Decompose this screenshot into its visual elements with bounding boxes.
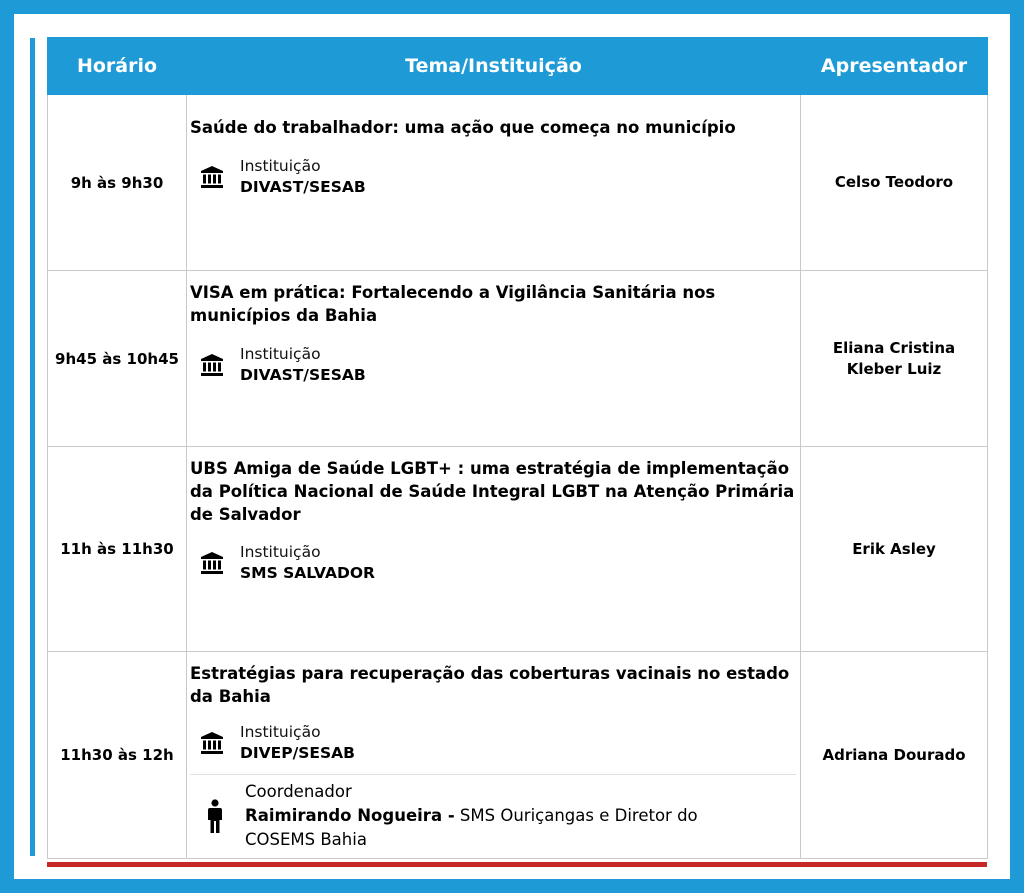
header-presenter: Apresentador (801, 38, 988, 95)
topic-title (190, 662, 796, 708)
left-accent-rule (30, 38, 35, 856)
institution-name: DIVEP/SESAB (240, 744, 355, 762)
institution-block (190, 156, 796, 198)
topic-cell (187, 447, 801, 652)
institution-block (190, 542, 796, 584)
institution-block (190, 344, 796, 386)
institution-label: Instituição (240, 345, 321, 363)
bottom-accent-rule (47, 862, 987, 867)
topic-cell (187, 652, 801, 859)
bank-building-icon (200, 165, 224, 189)
coordinator-label: Coordenador (245, 782, 352, 801)
institution-label: Instituição (240, 543, 321, 561)
topic-title-line: municípios da Bahia (190, 306, 378, 325)
table-row (48, 271, 988, 447)
institution-label: Instituição (240, 157, 321, 175)
table-row (48, 652, 988, 859)
presenter-cell (801, 271, 988, 447)
topic-title-line: UBS Amiga de Saúde LGBT+ : uma estratégia de implementação (190, 459, 790, 478)
header-topic: Tema/Instituição (187, 38, 801, 95)
presenter-cell (801, 95, 988, 271)
coordinator-line (245, 804, 698, 828)
table-row (48, 447, 988, 652)
institution-name: SMS SALVADOR (240, 564, 375, 582)
schedule-table (47, 37, 988, 859)
person-icon (207, 799, 223, 833)
topic-title-line: Saúde do trabalhador: uma ação que começa no município (190, 118, 736, 137)
time-cell: 11h30 às 12h (48, 652, 187, 859)
coordinator-name: Raimirando Nogueira - (245, 806, 455, 825)
presenter-cell (801, 447, 988, 652)
topic-cell (187, 95, 801, 271)
topic-title (190, 457, 796, 526)
institution-name: DIVAST/SESAB (240, 178, 366, 196)
presenter-name: Erik Asley (852, 539, 936, 558)
bank-building-icon (200, 731, 224, 755)
coordinator-role: SMS Ouriçangas e Diretor do (459, 806, 698, 825)
topic-title-line: da Política Nacional de Saúde Integral LGBT na Atenção Primária (190, 482, 795, 501)
coordinator-role-cont: COSEMS Bahia (245, 830, 367, 849)
presenter-name: Eliana Cristina (832, 338, 956, 357)
presenter-name: Adriana Dourado (822, 745, 966, 764)
coordinator-block (190, 774, 796, 852)
topic-title (190, 116, 796, 139)
time-cell: 9h45 às 10h45 (48, 271, 187, 447)
presenter-name: Celso Teodoro (834, 173, 954, 191)
time-cell: 9h às 9h30 (48, 95, 187, 271)
topic-title-line: Estratégias para recuperação das coberturas vacinais no estado (190, 664, 790, 683)
topic-cell (187, 271, 801, 447)
institution-label: Instituição (240, 723, 321, 741)
bank-building-icon (200, 551, 224, 575)
header-time: Horário (48, 38, 187, 95)
topic-title-line: VISA em prática: Fortalecendo a Vigilância Sanitária nos (190, 283, 716, 302)
bank-building-icon (200, 353, 224, 377)
institution-block (190, 722, 796, 764)
presenter-cell (801, 652, 988, 859)
topic-title-line: de Salvador (190, 505, 301, 524)
institution-name: DIVAST/SESAB (240, 366, 366, 384)
presenter-name: Kleber Luiz (846, 359, 942, 378)
topic-title (190, 281, 796, 327)
topic-title-line: da Bahia (190, 687, 271, 706)
time-cell: 11h às 11h30 (48, 447, 187, 652)
table-row (48, 95, 988, 271)
header-row (48, 38, 988, 95)
